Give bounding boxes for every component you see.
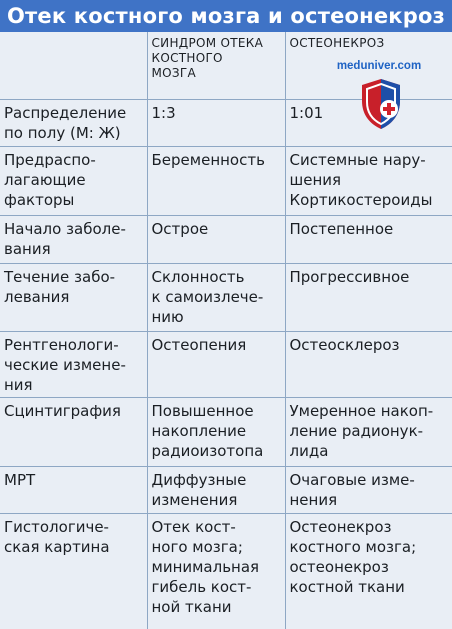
- edema-cell: Диффузные изменения: [147, 466, 285, 513]
- row-label: Начало заболе- вания: [0, 215, 147, 263]
- header-cell-empty: [0, 32, 147, 99]
- edema-cell: Остеопения: [147, 331, 285, 397]
- osteonecrosis-cell: Очаговые изме- нения: [285, 466, 452, 513]
- edema-cell: Острое: [147, 215, 285, 263]
- row-label: Течение забо- левания: [0, 263, 147, 331]
- edema-cell: Отек кост- ного мозга; минимальная гибель кост- ной ткани: [147, 513, 285, 629]
- row-label: МРТ: [0, 466, 147, 513]
- page-title: Отек костного мозга и остеонекроз: [6, 4, 446, 28]
- row-label: Рентгенологи- ческие измене- ния: [0, 331, 147, 397]
- header-cell-osteonecrosis: ОСТЕОНЕКРОЗ: [285, 32, 452, 99]
- edema-cell: Беременность: [147, 146, 285, 215]
- title-bar: [0, 0, 452, 32]
- osteonecrosis-cell: Остеосклероз: [285, 331, 452, 397]
- osteonecrosis-cell: Постепенное: [285, 215, 452, 263]
- osteonecrosis-cell: Системные нару- шения Кортикостероиды: [285, 146, 452, 215]
- table-row: [0, 331, 452, 397]
- table-row: [0, 513, 452, 629]
- osteonecrosis-cell: Прогрессивное: [285, 263, 452, 331]
- edema-cell: Повышенное накопление радиоизотопа: [147, 397, 285, 466]
- osteonecrosis-cell: Остеонекроз костного мозга; остеонекроз костной ткани: [289, 517, 417, 596]
- osteonecrosis-cell: 1:01: [285, 99, 452, 146]
- row-label: Гистологиче- ская картина: [0, 513, 147, 629]
- header-cell-bone-marrow-edema: СИНДРОМ ОТЕКА КОСТНОГО МОЗГА: [147, 32, 285, 99]
- shield-plus-icon: [359, 77, 403, 131]
- table-row: [0, 397, 452, 466]
- meduniver-logo: [319, 60, 439, 140]
- row-label: Предраспо- лагающие факторы: [0, 146, 147, 215]
- edema-cell: 1:3: [147, 99, 285, 146]
- table-row: [0, 146, 452, 215]
- logo-text: meduniver.com: [336, 60, 422, 72]
- edema-cell: Склонность к самоизлече- нию: [147, 263, 285, 331]
- table-row: [0, 466, 452, 513]
- row-label: Распределение по полу (М: Ж): [0, 99, 147, 146]
- table-row: [0, 215, 452, 263]
- row-label: Сцинтиграфия: [0, 397, 147, 466]
- osteonecrosis-cell: Умеренное накоп- ление радионук- лида: [285, 397, 452, 466]
- table-row: [0, 263, 452, 331]
